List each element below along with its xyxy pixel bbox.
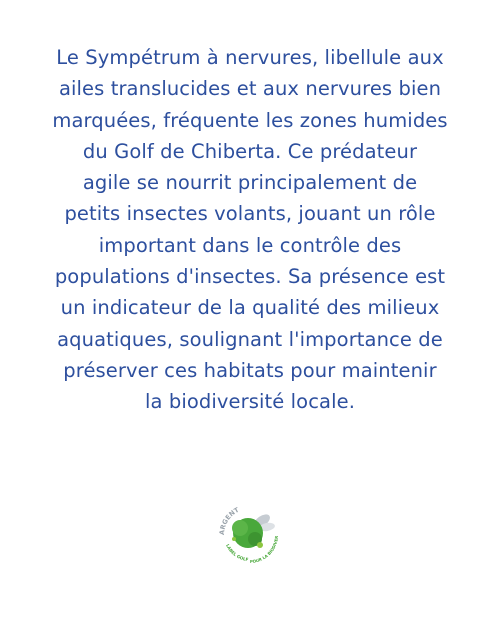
- paragraph-line: un indicateur de la qualité des milieux: [60, 296, 440, 320]
- paragraph-line: marquées, fréquente les zones humides: [52, 108, 448, 132]
- paragraph-line: important dans le contrôle des: [98, 233, 402, 257]
- paragraph-line: populations d'insectes. Sa présence est: [54, 265, 446, 289]
- paragraph-line: préserver ces habitats pour maintenir: [63, 358, 437, 382]
- logo-left-text: LABEL GOLF: [225, 543, 249, 562]
- paragraph-line: Le Sympétrum à nervures, libellule aux: [56, 46, 444, 69]
- golf-biodiversity-label-icon: [210, 495, 290, 575]
- paragraph-line: du Golf de Chiberta. Ce prédateur: [82, 139, 418, 163]
- paragraph-line: petits insectes volants, jouant un rôle: [64, 202, 436, 226]
- paragraph-line: ailes translucides et aux nervures bien: [58, 77, 442, 101]
- paragraph-line: la biodiversité locale.: [145, 390, 355, 414]
- paragraph-line: aquatiques, soulignant l'importance de: [57, 327, 443, 351]
- description-paragraph: [40, 42, 460, 418]
- paragraph-line: agile se nourrit principalement de: [82, 171, 418, 195]
- logo-right-text: POUR LA BIODIVER: [249, 535, 280, 565]
- logo-level-text: ARGENT: [217, 505, 241, 536]
